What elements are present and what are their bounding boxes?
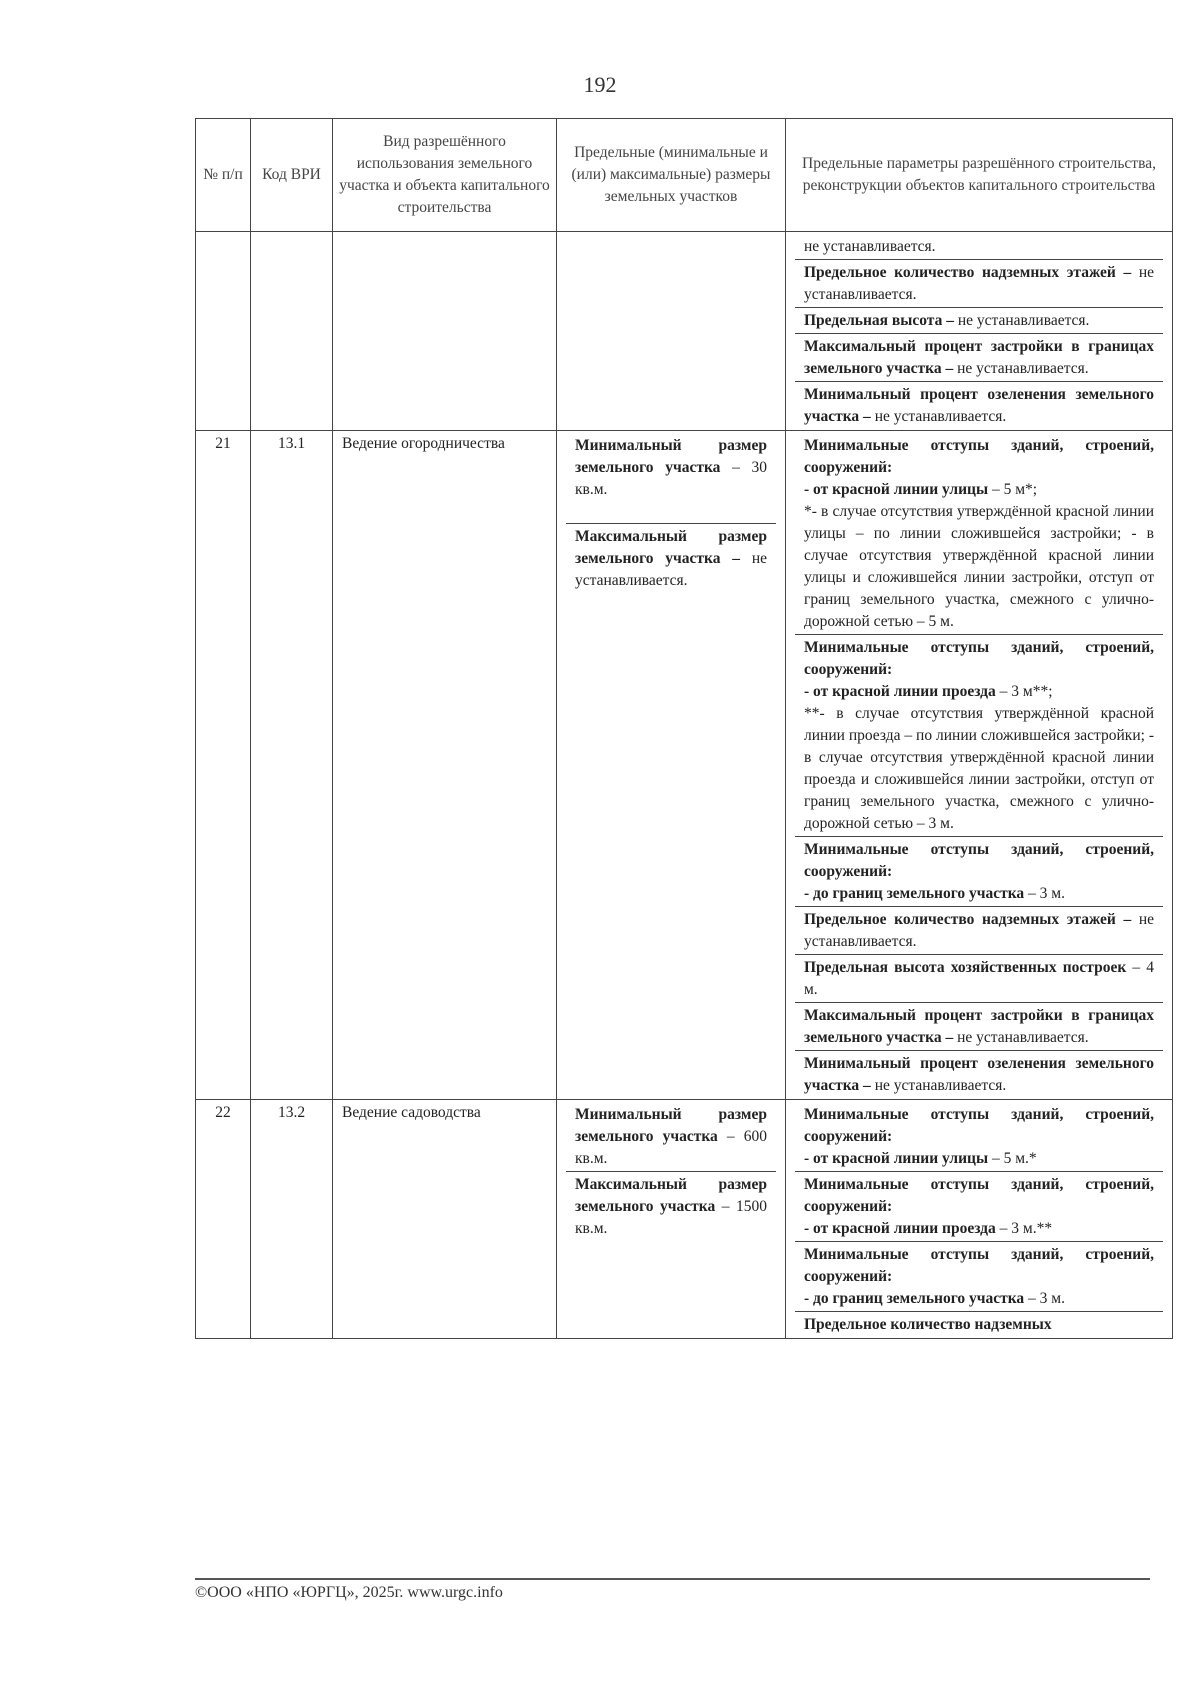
param-block xyxy=(795,308,1163,334)
param-text: – 5 м*; xyxy=(988,481,1038,498)
param-subheading: - от красной линии проезда xyxy=(804,1220,996,1237)
size-text: – 1500 кв.м. xyxy=(575,1198,767,1237)
size-heading: Минимальный размер земельного участка xyxy=(575,437,767,476)
cell-code: 13.1 xyxy=(251,431,333,1100)
param-heading: Минимальные отступы зданий, строений, сооружений: xyxy=(804,841,1154,880)
header-number: № п/п xyxy=(196,119,251,232)
size-text: – 30 кв.м. xyxy=(575,459,768,498)
param-block xyxy=(795,1312,1163,1337)
size-block xyxy=(566,433,776,524)
param-note: *- в случае отсутствия утверждённой красной линии улицы – по линии сложившейся застройки; - в случае отсутствия утверждённой красной линии улицы и сложившейся линии застройки, отступ от границ земельного участка, смежного с улично-дорожной сетью – 5 м. xyxy=(804,503,1154,630)
param-block xyxy=(795,837,1163,907)
cell-plot-sizes xyxy=(557,232,786,431)
param-block xyxy=(795,1051,1163,1098)
header-construction-params: Предельные параметры разрешённого строительства, реконструкции объектов капитального строительства xyxy=(786,119,1173,232)
param-heading: Минимальный процент озеленения земельного участка – xyxy=(804,1055,1154,1094)
cell-code: 13.2 xyxy=(251,1100,333,1339)
param-text: – 3 м**; xyxy=(995,683,1053,700)
param-text: не устанавливается. xyxy=(953,312,1090,329)
cell-plot-sizes xyxy=(557,431,786,1100)
param-heading: Предельное количество надземных этажей – xyxy=(804,911,1132,928)
param-text: не устанавливается. xyxy=(804,264,1154,303)
param-block xyxy=(795,260,1163,308)
param-block xyxy=(795,955,1163,1003)
param-heading: Минимальные отступы зданий, строений, сооружений: xyxy=(804,1246,1154,1285)
regulations-table xyxy=(195,118,1173,1339)
size-text: – 600 кв.м. xyxy=(575,1128,768,1167)
param-block xyxy=(795,382,1163,429)
param-heading: Минимальный процент озеленения земельного участка – xyxy=(804,386,1154,425)
param-subheading: - от красной линии улицы xyxy=(804,1150,989,1167)
param-block xyxy=(795,334,1163,382)
size-heading: Максимальный размер земельного участка – xyxy=(575,528,767,567)
header-use-type: Вид разрешённого использования земельного участка и объекта капитального строительства xyxy=(333,119,557,232)
param-block xyxy=(795,234,1163,260)
size-block xyxy=(566,1172,776,1241)
cell-number: 22 xyxy=(196,1100,251,1339)
param-block xyxy=(795,1003,1163,1051)
size-heading: Минимальный размер земельного участка xyxy=(575,1106,767,1145)
param-heading: Минимальные отступы зданий, строений, сооружений: xyxy=(804,1176,1154,1215)
param-heading: Минимальные отступы зданий, строений, сооружений: xyxy=(804,639,1154,678)
size-block xyxy=(566,1102,776,1172)
cell-use-type: Ведение садоводства xyxy=(333,1100,557,1339)
header-code: Код ВРИ xyxy=(251,119,333,232)
cell-params xyxy=(786,431,1173,1100)
param-heading: Предельное количество надземных xyxy=(804,1316,1052,1333)
param-text: – 3 м. xyxy=(1024,1290,1065,1307)
footer-copyright: ©ООО «НПО «ЮРГЦ», 2025г. www.urgc.info xyxy=(195,1584,503,1601)
param-text: не устанавливается. xyxy=(804,911,1154,950)
param-heading: Предельная высота – xyxy=(804,312,954,329)
cell-params xyxy=(786,232,1173,431)
table-header-row xyxy=(196,119,1173,232)
param-text: – 3 м.** xyxy=(995,1220,1053,1237)
param-note: **- в случае отсутствия утверждённой красной линии проезда – по линии сложившейся застройки; - в случае отсутствия утверждённой красной линии проезда и сложившейся линии застройки, отступ от границ земельного участка, смежного с улично-дорожной сетью – 3 м. xyxy=(804,705,1154,832)
param-text: не устанавливается. xyxy=(870,408,1007,425)
param-heading: Минимальные отступы зданий, строений, сооружений: xyxy=(804,437,1154,476)
cell-number xyxy=(196,232,251,431)
param-heading: Предельная высота хозяйственных построек xyxy=(804,959,1127,976)
param-block xyxy=(795,433,1163,635)
param-block xyxy=(795,907,1163,955)
cell-params xyxy=(786,1100,1173,1339)
header-plot-sizes: Предельные (минимальные и (или) максимальные) размеры земельных участков xyxy=(557,119,786,232)
size-heading: Максимальный размер земельного участка xyxy=(575,1176,767,1215)
page-number: 192 xyxy=(583,72,617,97)
table-row-21 xyxy=(196,431,1173,1100)
param-heading: Минимальные отступы зданий, строений, сооружений: xyxy=(804,1106,1154,1145)
param-subheading: - от красной линии улицы xyxy=(804,481,989,498)
size-block xyxy=(566,524,776,593)
param-text: не устанавливается. xyxy=(870,1077,1007,1094)
param-block xyxy=(795,1102,1163,1172)
param-text: не устанавливается. xyxy=(953,1029,1089,1046)
table-row-22 xyxy=(196,1100,1173,1339)
param-text: – 5 м.* xyxy=(988,1150,1037,1167)
param-block xyxy=(795,1172,1163,1242)
param-text: – 4 м. xyxy=(804,959,1154,998)
param-subheading: - до границ земельного участка xyxy=(804,885,1025,902)
param-text: не устанавливается. xyxy=(953,360,1089,377)
table-row-continued xyxy=(196,232,1173,431)
param-text: – 3 м. xyxy=(1024,885,1065,902)
param-text: не устанавливается. xyxy=(804,238,936,255)
param-heading: Максимальный процент застройки в границах земельного участка – xyxy=(804,1007,1154,1046)
cell-plot-sizes xyxy=(557,1100,786,1339)
param-block xyxy=(795,1242,1163,1312)
param-heading: Максимальный процент застройки в границах земельного участка – xyxy=(804,338,1154,377)
param-subheading: - до границ земельного участка xyxy=(804,1290,1025,1307)
param-block xyxy=(795,635,1163,837)
footer-divider xyxy=(195,1578,1150,1580)
size-text: не устанавливается. xyxy=(575,550,767,589)
param-subheading: - от красной линии проезда xyxy=(804,683,996,700)
param-heading: Предельное количество надземных этажей – xyxy=(804,264,1132,281)
cell-use-type xyxy=(333,232,557,431)
cell-number: 21 xyxy=(196,431,251,1100)
cell-code xyxy=(251,232,333,431)
cell-use-type: Ведение огородничества xyxy=(333,431,557,1100)
